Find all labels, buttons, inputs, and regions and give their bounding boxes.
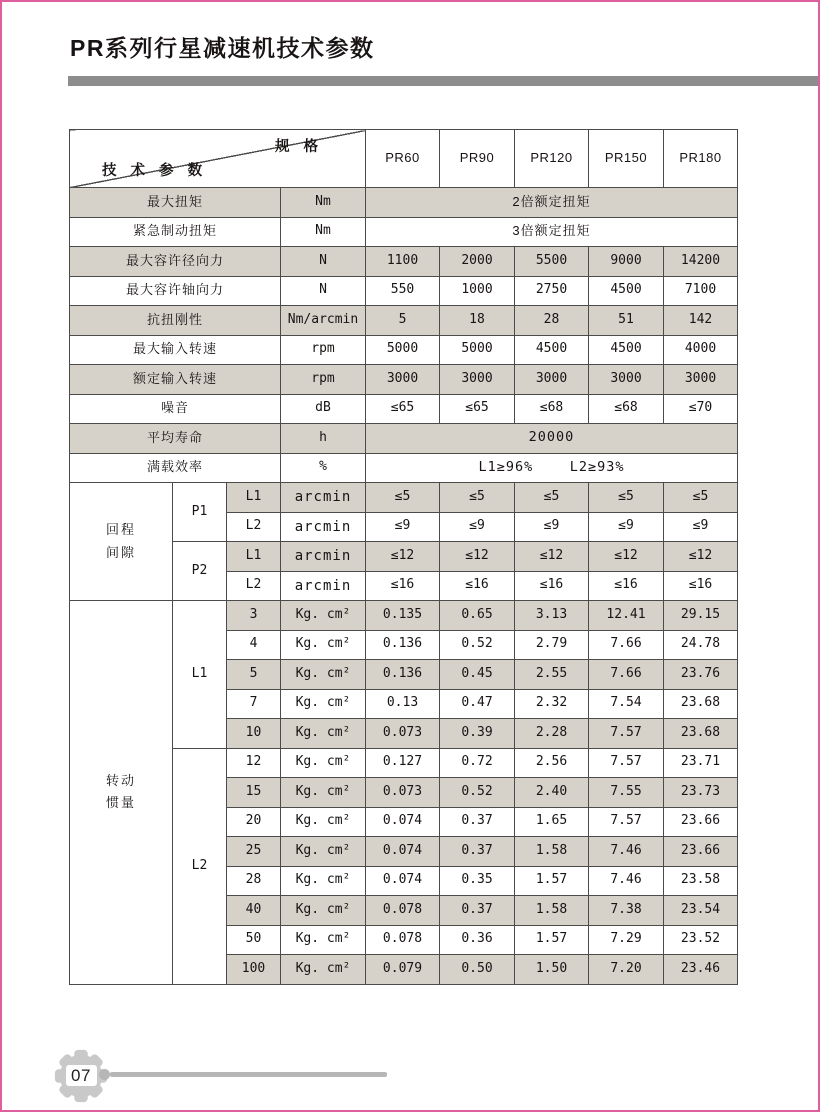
- column-header-pr120: PR120: [515, 130, 589, 188]
- backlash-unit: arcmin: [281, 483, 366, 513]
- inertia-unit: Kg. cm²: [281, 660, 366, 690]
- inertia-unit: Kg. cm²: [281, 689, 366, 719]
- table-row: [70, 276, 738, 306]
- backlash-value: ≤16: [366, 571, 440, 601]
- inertia-value: 23.68: [664, 689, 738, 719]
- param-unit: Nm/arcmin: [281, 306, 366, 336]
- param-value: 3000: [515, 365, 589, 395]
- inertia-value: 0.074: [366, 807, 440, 837]
- inertia-unit: Kg. cm²: [281, 925, 366, 955]
- precision-grade: P1: [173, 483, 227, 542]
- gear-ratio: 5: [227, 660, 281, 690]
- inertia-unit: Kg. cm²: [281, 778, 366, 808]
- param-value: 142: [664, 306, 738, 336]
- param-name: 最大容许轴向力: [70, 276, 281, 306]
- param-unit: h: [281, 424, 366, 454]
- table-row: [70, 394, 738, 424]
- inertia-value: 7.54: [589, 689, 664, 719]
- backlash-value: ≤5: [366, 483, 440, 513]
- param-name: 平均寿命: [70, 424, 281, 454]
- param-value: 3000: [366, 365, 440, 395]
- param-name: 抗扭刚性: [70, 306, 281, 336]
- param-value: 550: [366, 276, 440, 306]
- param-value: 18: [440, 306, 515, 336]
- inertia-value: 23.46: [664, 955, 738, 985]
- inertia-value: 23.73: [664, 778, 738, 808]
- param-name: 噪音: [70, 394, 281, 424]
- param-unit: N: [281, 247, 366, 277]
- spec-table: [69, 129, 738, 985]
- param-value: 2750: [515, 276, 589, 306]
- backlash-value: ≤12: [366, 542, 440, 572]
- backlash-unit: arcmin: [281, 512, 366, 542]
- gear-ratio: 50: [227, 925, 281, 955]
- inertia-value: 0.078: [366, 925, 440, 955]
- inertia-value: 23.68: [664, 719, 738, 749]
- inertia-subgroup-label: L2: [173, 748, 227, 984]
- inertia-value: 0.073: [366, 778, 440, 808]
- param-name: 满载效率: [70, 453, 281, 483]
- gear-ratio: 10: [227, 719, 281, 749]
- backlash-value: ≤9: [366, 512, 440, 542]
- inertia-value: 2.55: [515, 660, 589, 690]
- param-value: 5000: [440, 335, 515, 365]
- inertia-value: 2.56: [515, 748, 589, 778]
- param-value: ≤68: [515, 394, 589, 424]
- inertia-value: 7.57: [589, 719, 664, 749]
- param-value: 28: [515, 306, 589, 336]
- inertia-value: 2.32: [515, 689, 589, 719]
- inertia-value: 7.57: [589, 807, 664, 837]
- param-unit: N: [281, 276, 366, 306]
- gear-ratio: 4: [227, 630, 281, 660]
- inertia-value: 1.65: [515, 807, 589, 837]
- param-value: 5500: [515, 247, 589, 277]
- inertia-value: 1.50: [515, 955, 589, 985]
- group-label-inertia: 转动 惯量: [70, 601, 173, 985]
- param-unit: rpm: [281, 335, 366, 365]
- table-row: [70, 335, 738, 365]
- param-value: ≤65: [366, 394, 440, 424]
- inertia-value: 23.58: [664, 866, 738, 896]
- group-label-backlash: 回程 间隙: [70, 483, 173, 601]
- corner-cell: [70, 130, 366, 188]
- inertia-value: 7.46: [589, 866, 664, 896]
- inertia-value: 7.29: [589, 925, 664, 955]
- backlash-value: ≤9: [440, 512, 515, 542]
- param-value: 3000: [589, 365, 664, 395]
- ratio-range-label: L2: [227, 512, 281, 542]
- gear-ratio: 7: [227, 689, 281, 719]
- inertia-value: 0.65: [440, 601, 515, 631]
- param-name: 最大容许径向力: [70, 247, 281, 277]
- inertia-unit: Kg. cm²: [281, 837, 366, 867]
- inertia-value: 0.078: [366, 896, 440, 926]
- inertia-value: 23.54: [664, 896, 738, 926]
- param-value: 4500: [589, 335, 664, 365]
- backlash-value: ≤16: [664, 571, 738, 601]
- gear-ratio: 15: [227, 778, 281, 808]
- inertia-value: 7.57: [589, 748, 664, 778]
- backlash-value: ≤9: [589, 512, 664, 542]
- inertia-value: 23.66: [664, 807, 738, 837]
- param-name: 最大扭矩: [70, 188, 281, 218]
- inertia-value: 1.58: [515, 837, 589, 867]
- param-value: 4000: [664, 335, 738, 365]
- param-name: 最大输入转速: [70, 335, 281, 365]
- inertia-value: 0.45: [440, 660, 515, 690]
- inertia-unit: Kg. cm²: [281, 807, 366, 837]
- param-value: 4500: [589, 276, 664, 306]
- param-span-value: 20000: [366, 424, 738, 454]
- inertia-value: 0.72: [440, 748, 515, 778]
- param-value: 1100: [366, 247, 440, 277]
- corner-label-spec: 规 格: [274, 139, 323, 155]
- inertia-value: 0.127: [366, 748, 440, 778]
- param-value: 5: [366, 306, 440, 336]
- backlash-value: ≤5: [664, 483, 738, 513]
- param-span-value: L1≥96% L2≥93%: [366, 453, 738, 483]
- param-name: 额定输入转速: [70, 365, 281, 395]
- inertia-unit: Kg. cm²: [281, 601, 366, 631]
- title-underline-bar: [68, 76, 818, 86]
- column-header-pr180: PR180: [664, 130, 738, 188]
- inertia-value: 12.41: [589, 601, 664, 631]
- param-unit: dB: [281, 394, 366, 424]
- ratio-range-label: L1: [227, 542, 281, 572]
- inertia-value: 0.37: [440, 807, 515, 837]
- inertia-value: 0.52: [440, 630, 515, 660]
- backlash-value: ≤9: [515, 512, 589, 542]
- param-value: 4500: [515, 335, 589, 365]
- inertia-value: 2.79: [515, 630, 589, 660]
- param-value: 5000: [366, 335, 440, 365]
- inertia-value: 23.52: [664, 925, 738, 955]
- inertia-value: 0.50: [440, 955, 515, 985]
- table-row: [70, 424, 738, 454]
- backlash-value: ≤12: [440, 542, 515, 572]
- inertia-value: 2.40: [515, 778, 589, 808]
- inertia-value: 0.35: [440, 866, 515, 896]
- page-number: 07: [71, 1066, 91, 1085]
- backlash-value: ≤5: [440, 483, 515, 513]
- backlash-unit: arcmin: [281, 542, 366, 572]
- param-value: 9000: [589, 247, 664, 277]
- inertia-value: 0.135: [366, 601, 440, 631]
- ratio-range-label: L1: [227, 483, 281, 513]
- inertia-value: 24.78: [664, 630, 738, 660]
- backlash-value: ≤12: [515, 542, 589, 572]
- param-value: 3000: [440, 365, 515, 395]
- inertia-value: 0.37: [440, 837, 515, 867]
- table-row: [70, 188, 738, 218]
- param-value: 1000: [440, 276, 515, 306]
- column-header-pr60: PR60: [366, 130, 440, 188]
- param-value: 14200: [664, 247, 738, 277]
- param-unit: Nm: [281, 188, 366, 218]
- param-value: ≤70: [664, 394, 738, 424]
- param-span-value: 3倍额定扭矩: [366, 217, 738, 247]
- inertia-value: 23.71: [664, 748, 738, 778]
- table-row: [70, 601, 738, 631]
- param-name: 紧急制动扭矩: [70, 217, 281, 247]
- param-unit: rpm: [281, 365, 366, 395]
- param-value: 51: [589, 306, 664, 336]
- inertia-value: 29.15: [664, 601, 738, 631]
- gear-ratio: 20: [227, 807, 281, 837]
- param-span-value: 2倍额定扭矩: [366, 188, 738, 218]
- param-value: 3000: [664, 365, 738, 395]
- inertia-subgroup-label: L1: [173, 601, 227, 749]
- inertia-value: 23.76: [664, 660, 738, 690]
- inertia-value: 0.136: [366, 630, 440, 660]
- backlash-value: ≤12: [589, 542, 664, 572]
- inertia-value: 2.28: [515, 719, 589, 749]
- inertia-unit: Kg. cm²: [281, 866, 366, 896]
- inertia-value: 23.66: [664, 837, 738, 867]
- inertia-value: 0.136: [366, 660, 440, 690]
- inertia-value: 0.39: [440, 719, 515, 749]
- param-value: 7100: [664, 276, 738, 306]
- gear-ratio: 28: [227, 866, 281, 896]
- inertia-unit: Kg. cm²: [281, 955, 366, 985]
- inertia-value: 3.13: [515, 601, 589, 631]
- gear-ratio: 25: [227, 837, 281, 867]
- ratio-range-label: L2: [227, 571, 281, 601]
- inertia-value: 0.074: [366, 837, 440, 867]
- inertia-value: 0.37: [440, 896, 515, 926]
- param-unit: Nm: [281, 217, 366, 247]
- table-header-row: [70, 130, 738, 188]
- param-unit: %: [281, 453, 366, 483]
- gear-ratio: 12: [227, 748, 281, 778]
- param-value: ≤65: [440, 394, 515, 424]
- gear-ratio: 40: [227, 896, 281, 926]
- param-value: ≤68: [589, 394, 664, 424]
- inertia-value: 7.66: [589, 660, 664, 690]
- inertia-unit: Kg. cm²: [281, 896, 366, 926]
- inertia-value: 0.073: [366, 719, 440, 749]
- inertia-unit: Kg. cm²: [281, 719, 366, 749]
- inertia-value: 0.13: [366, 689, 440, 719]
- page-footer: [2, 1042, 820, 1112]
- inertia-unit: Kg. cm²: [281, 630, 366, 660]
- inertia-value: 7.20: [589, 955, 664, 985]
- table-row: [70, 365, 738, 395]
- corner-label-params: 技 术 参 数: [102, 163, 208, 180]
- backlash-value: ≤12: [664, 542, 738, 572]
- footer-line-dot: [99, 1069, 110, 1080]
- table-row: [70, 217, 738, 247]
- column-header-pr90: PR90: [440, 130, 515, 188]
- gear-ratio: 3: [227, 601, 281, 631]
- precision-grade: P2: [173, 542, 227, 601]
- backlash-unit: arcmin: [281, 571, 366, 601]
- inertia-value: 7.38: [589, 896, 664, 926]
- backlash-value: ≤9: [664, 512, 738, 542]
- table-row: [70, 483, 738, 513]
- table-row: [70, 453, 738, 483]
- footer-line: [110, 1072, 387, 1077]
- inertia-value: 0.079: [366, 955, 440, 985]
- inertia-value: 1.57: [515, 866, 589, 896]
- page-title: PR系列行星减速机技术参数: [70, 35, 375, 61]
- gear-ratio: 100: [227, 955, 281, 985]
- param-value: 2000: [440, 247, 515, 277]
- inertia-value: 0.074: [366, 866, 440, 896]
- backlash-value: ≤5: [589, 483, 664, 513]
- inertia-value: 0.52: [440, 778, 515, 808]
- table-row: [70, 306, 738, 336]
- inertia-value: 1.58: [515, 896, 589, 926]
- inertia-value: 7.46: [589, 837, 664, 867]
- inertia-value: 1.57: [515, 925, 589, 955]
- backlash-value: ≤5: [515, 483, 589, 513]
- inertia-value: 7.55: [589, 778, 664, 808]
- table-row: [70, 247, 738, 277]
- backlash-value: ≤16: [589, 571, 664, 601]
- inertia-value: 0.36: [440, 925, 515, 955]
- inertia-unit: Kg. cm²: [281, 748, 366, 778]
- column-header-pr150: PR150: [589, 130, 664, 188]
- inertia-value: 0.47: [440, 689, 515, 719]
- inertia-value: 7.66: [589, 630, 664, 660]
- backlash-value: ≤16: [440, 571, 515, 601]
- backlash-value: ≤16: [515, 571, 589, 601]
